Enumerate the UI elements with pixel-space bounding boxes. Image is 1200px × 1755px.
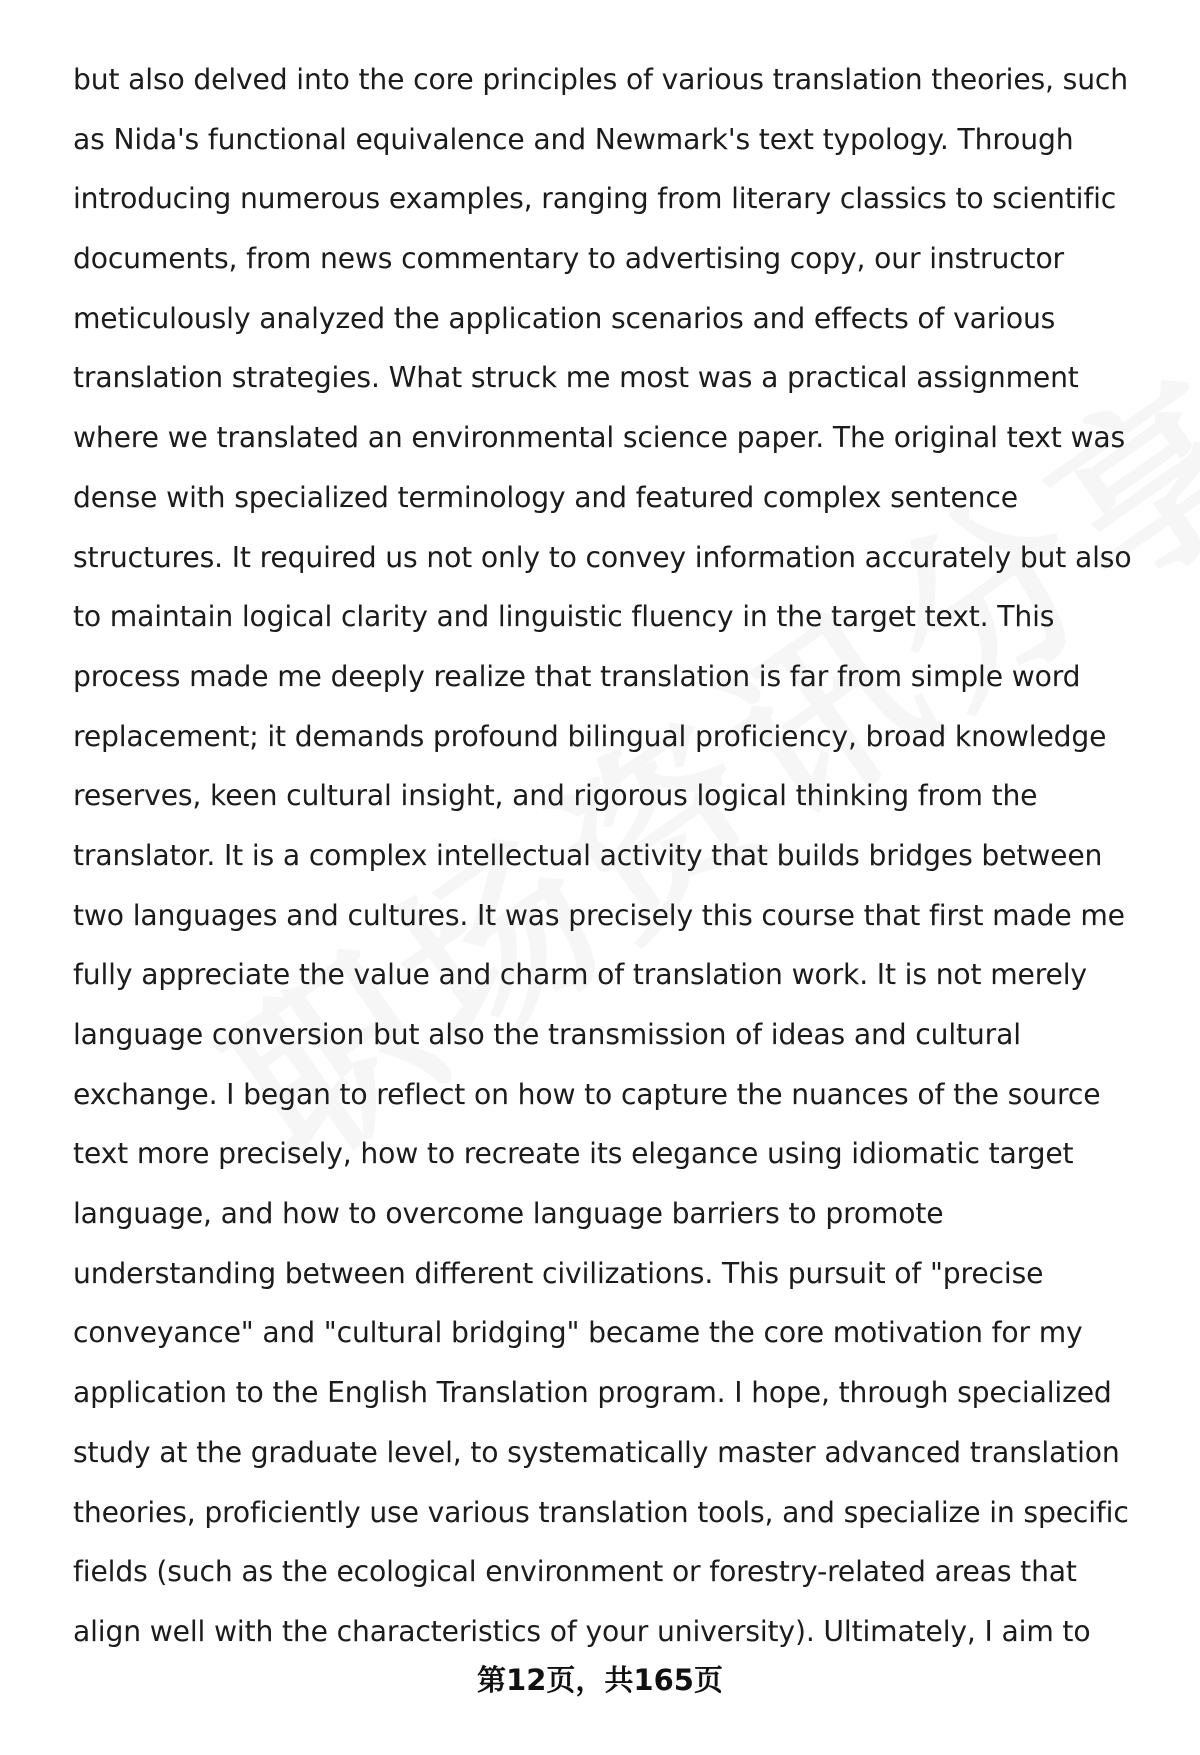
text-line: two languages and cultures. It was precisely this course that first made me [73, 898, 1125, 932]
text-line: application to the English Translation program. I hope, through specialized [73, 1376, 1112, 1410]
text-line: dense with specialized terminology and featured complex sentence [73, 480, 1018, 514]
text-line: text more precisely, how to recreate its elegance using idiomatic target [73, 1137, 1074, 1171]
text-line: language, and how to overcome language barriers to promote [73, 1197, 944, 1231]
text-line: but also delved into the core principles of various translation theories, such [73, 63, 1128, 96]
text-line: exchange. I began to reflect on how to capture the nuances of the source [73, 1077, 1101, 1111]
text-line: reserves, keen cultural insight, and rigorous logical thinking from the [73, 779, 1038, 813]
text-line: structures. It required us not only to convey information accurately but also [73, 540, 1132, 574]
text-line: theories, proficiently use various translation tools, and specialize in specific [73, 1495, 1129, 1529]
text-line: fully appreciate the value and charm of translation work. It is not merely [73, 958, 1087, 992]
text-line: language conversion but also the transmission of ideas and cultural [73, 1018, 1021, 1051]
text-line: as Nida's functional equivalence and Newmark's text typology. Through [73, 122, 1074, 156]
page-number-label: 第12页，共165页 [477, 1663, 723, 1697]
text-line: conveyance" and "cultural bridging" became the core motivation for my [73, 1316, 1083, 1350]
text-line: replacement; it demands profound bilingual proficiency, broad knowledge [73, 719, 1107, 753]
text-line: meticulously analyzed the application scenarios and effects of various [73, 301, 1056, 335]
text-line: to maintain logical clarity and linguistic fluency in the target text. This [73, 600, 1055, 634]
text-line: understanding between different civilizations. This pursuit of "precise [73, 1256, 1044, 1290]
text-line: align well with the characteristics of your university). Ultimately, I aim to [73, 1614, 1091, 1648]
text-line: where we translated an environmental science paper. The original text was [73, 421, 1126, 455]
text-line: study at the graduate level, to systematically master advanced translation [73, 1435, 1120, 1469]
page-number-footer [0, 1660, 1200, 1700]
text-line: translation strategies. What struck me most was a practical assignment [73, 361, 1079, 395]
text-line: fields (such as the ecological environment or forestry-related areas that [73, 1555, 1077, 1589]
text-line: documents, from news commentary to advertising copy, our instructor [73, 242, 1064, 276]
text-line: process made me deeply realize that translation is far from simple word [73, 659, 1081, 693]
body-text [73, 50, 1163, 1662]
text-line: introducing numerous examples, ranging from literary classics to scientific [73, 182, 1117, 216]
text-line: translator. It is a complex intellectual activity that builds bridges between [73, 838, 1103, 872]
